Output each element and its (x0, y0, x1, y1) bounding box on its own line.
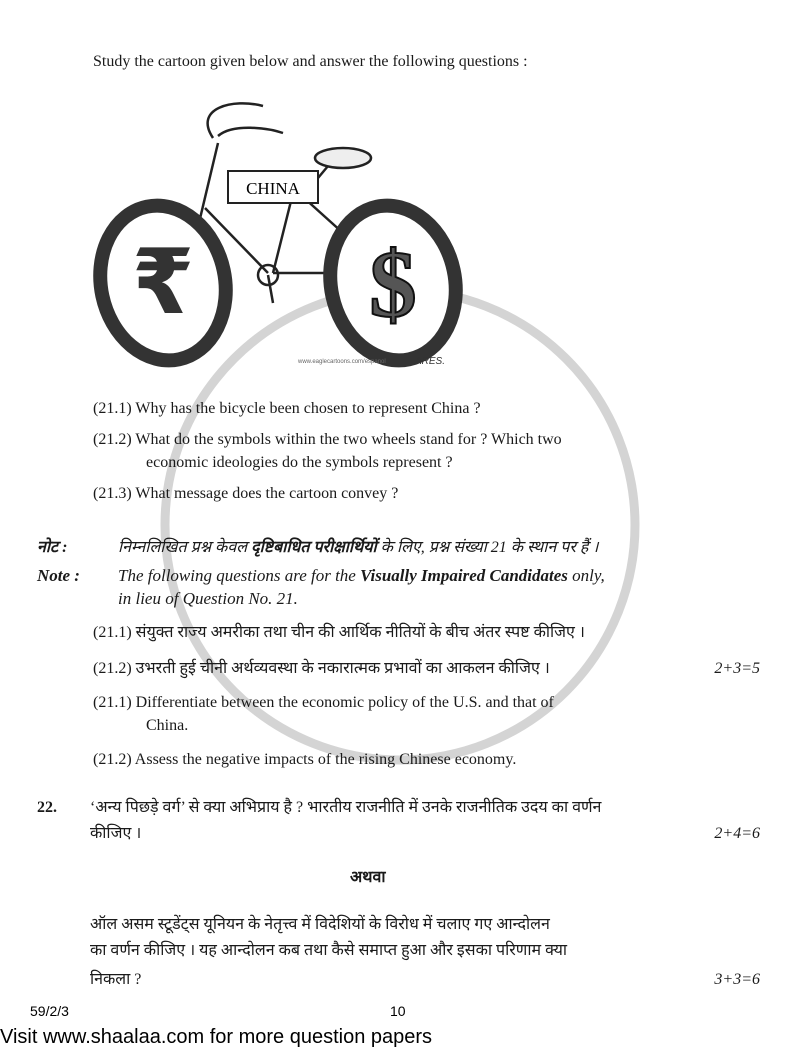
question-text: संयुक्त राज्य अमरीका तथा चीन की आर्थिक नीतियों के बीच अंतर स्पष्ट कीजिए । (135, 624, 585, 641)
vi-hi-21-2 (93, 659, 550, 679)
q21-3 (93, 484, 398, 504)
or-heading: अथवा (350, 869, 386, 886)
china-bicycle-cartoon (93, 88, 473, 373)
note-en-text (118, 566, 605, 586)
note-text: The following questions are for the (118, 566, 361, 585)
cartoon-china-label: CHINA (246, 179, 300, 198)
q22-alt-marks: 3+3=6 (714, 971, 760, 988)
q22-alt-line1: ऑल असम स्टूडेंट्स यूनियन के नेतृत्त्व में विदेशियों के विरोध में चलाए गए आन्दोलन (90, 916, 550, 933)
note-text: के लिए, प्रश्न संख्या 21 के स्थान पर हैं । (376, 539, 599, 556)
question-number: (21.1) (93, 400, 132, 417)
q22-number: 22. (37, 799, 57, 816)
question-text: Assess the negative impacts of the rising Chinese economy. (134, 751, 517, 768)
note-en-label: Note : (37, 566, 80, 585)
intro-text: Study the cartoon given below and answer the following questions : (93, 53, 528, 70)
cartoon-signature: ARES. (415, 356, 446, 367)
note-bold: दृष्टिबाधित परीक्षार्थियों (251, 539, 377, 556)
question-number: (21.1) (93, 694, 132, 711)
question-text: Differentiate between the economic policy of the U.S. and that of (135, 694, 554, 711)
question-text: What do the symbols within the two wheels stand for ? Which two (135, 431, 562, 448)
visit-link[interactable]: Visit www.shaalaa.com for more question papers (0, 1026, 433, 1048)
note-text: निम्नलिखित प्रश्न केवल (118, 539, 252, 556)
question-number: (21.3) (93, 485, 132, 502)
note-en-line2: in lieu of Question No. 21. (118, 589, 298, 608)
q21-2 (93, 430, 562, 450)
dollar-symbol: $ (369, 231, 417, 337)
note-hi-label: नोट : (37, 539, 68, 556)
vi-marks: 2+3=5 (714, 660, 760, 677)
paper-code: 59/2/3 (30, 1003, 69, 1019)
rupee-symbol: ₹ (131, 230, 195, 335)
q22-alt-line2: का वर्णन कीजिए । यह आन्दोलन कब तथा कैसे समाप्त हुआ और इसका परिणाम क्या (90, 942, 568, 959)
question-text: What message does the cartoon convey ? (135, 485, 399, 502)
note-hi-text (118, 538, 598, 558)
vi-hi-21-1 (93, 623, 585, 643)
question-number: (21.1) (93, 624, 132, 641)
q21-1 (93, 399, 481, 419)
q21-2-cont: economic ideologies do the symbols represent ? (146, 454, 453, 471)
vi-en-21-1-cont: China. (146, 717, 189, 734)
q22-alt-line3: निकला ? (90, 971, 142, 988)
question-text: उभरती हुई चीनी अर्थव्यवस्था के नकारात्मक प्रभावों का आकलन कीजिए । (135, 660, 550, 677)
note-bold: Visually Impaired Candidates (360, 566, 568, 585)
q22-line1: ‘अन्य पिछड़े वर्ग’ से क्या अभिप्राय है ? भारतीय राजनीति में उनके राजनीतिक उदय का वर्णन (90, 799, 602, 816)
question-number: (21.2) (93, 431, 132, 448)
q22-line2: कीजिए । (90, 825, 142, 842)
page-number: 10 (390, 1003, 406, 1019)
question-number: (21.2) (93, 751, 132, 768)
handlebar (208, 103, 263, 138)
note-text: only, (567, 566, 605, 585)
cartoon-credit: www.eaglecartoons.com/espanol (298, 359, 386, 365)
saddle (315, 148, 371, 168)
vi-en-21-2 (93, 750, 516, 770)
question-number: (21.2) (93, 660, 132, 677)
q22-marks: 2+4=6 (714, 825, 760, 842)
vi-en-21-1 (93, 693, 554, 713)
question-text: Why has the bicycle been chosen to represent China ? (135, 400, 481, 417)
